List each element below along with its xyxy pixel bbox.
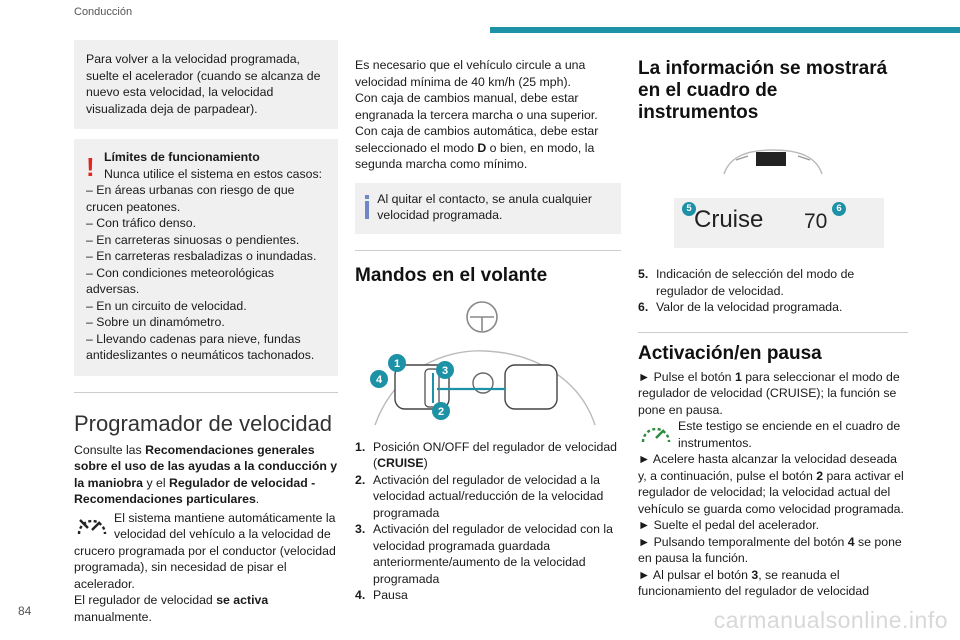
step5-prefix: ► Al pulsar el botón: [638, 567, 752, 582]
step2-prefix: ► Acelere hasta alcanzar la velocidad deseada y, a continuación, pulse el botón: [638, 452, 897, 483]
step5-suffix: , se reanuda el funcionamiento del regulador de velocidad: [638, 567, 870, 598]
section-title-display: La información se mostrará en el cuadro de instrumentos: [638, 58, 888, 123]
legend-number: 2.: [355, 472, 366, 487]
page-header-section: Conducción: [74, 6, 133, 18]
step5-bold: 3: [751, 567, 759, 582]
warning-item: – En áreas urbanas con riesgo de que crucen peatones.: [86, 183, 295, 214]
legend-number: 5.: [638, 267, 649, 281]
controls-legend: [355, 439, 621, 604]
callout-2-label: 2: [437, 405, 445, 418]
page-number: 84: [18, 604, 32, 618]
warning-list: [74, 182, 328, 364]
section-divider: [638, 332, 908, 333]
step4-prefix: ► Pulsando temporalmente del botón: [638, 534, 848, 549]
activation-step-2: [638, 451, 908, 517]
consult-paragraph: [74, 442, 338, 508]
activation-bold: se activa: [216, 593, 269, 607]
legend-item: [355, 472, 621, 522]
warning-item: – Sobre un dinamómetro.: [86, 315, 225, 329]
activation-step-4: [638, 534, 908, 567]
step1-bold: 1: [734, 369, 742, 384]
legend-item: [638, 266, 908, 299]
legend-item: [355, 587, 621, 604]
cruise-control-lamp-icon: [74, 512, 110, 542]
warning-item: – Con tráfico denso.: [86, 216, 197, 230]
legend-bold: CRUISE: [377, 456, 424, 470]
callout-3-label: 3: [441, 364, 449, 377]
info-note-text: Al quitar el contacto, se anula cualquier velocidad programada.: [377, 191, 592, 222]
lamp-paragraph: [638, 418, 908, 451]
callout-4-label: 4: [375, 373, 383, 386]
legend-number: 1.: [355, 439, 366, 454]
cruise-display-panel: [674, 198, 884, 248]
warning-title: Límites de funcionamiento: [104, 150, 260, 164]
step4-suffix: se pone en pausa la función.: [638, 534, 902, 565]
legend-text: Activación del regulador de velocidad con la velocidad programada guardada anteriormente/aumento de la velocidad programada: [373, 522, 613, 586]
warning-item: – Con condiciones meteorológicas adversas.: [86, 265, 274, 296]
section-title-cruise: Programador de velocidad: [74, 410, 333, 436]
step1-suffix: para seleccionar el modo de regulador de velocidad (CRUISE); la función se pone en pausa.: [638, 369, 900, 417]
legend-text: Indicación de selección del modo de regulador de velocidad.: [656, 267, 855, 298]
display-legend: [638, 266, 908, 316]
legend-text: Activación del regulador de velocidad a la velocidad actual/reducción de la velocidad programada: [373, 472, 604, 520]
section-divider: [355, 250, 621, 251]
info-note-box: [355, 183, 621, 234]
step4-bold: 4: [847, 534, 855, 549]
cluster-screen: [756, 152, 786, 166]
resume-note-text: Para volver a la velocidad programada, suelte el acelerador (cuando se alcanza de nuevo esta velocidad, la velocidad visualizada deja de parpadear).: [86, 52, 321, 116]
system-paragraph: [74, 510, 338, 593]
info-icon: [365, 195, 377, 224]
callout-1-label: 1: [393, 357, 401, 370]
lamp-text: Este testigo se enciende en el cuadro de instrumentos.: [678, 419, 901, 450]
badge-5-label: 5: [686, 203, 692, 214]
steering-wheel-controls-figure: [355, 299, 621, 429]
requirement-1: Es necesario que el vehículo circule a una velocidad mínima de 40 km/h (25 mph).: [355, 58, 586, 89]
legend-number: 4.: [355, 588, 366, 602]
legend-item: [638, 299, 908, 316]
badge-6-label: 6: [836, 203, 842, 214]
consult-mid: y el: [143, 475, 170, 490]
legend-item: [355, 521, 621, 587]
section-divider: [74, 392, 338, 393]
activation-paragraph: [74, 592, 338, 625]
warning-icon: !: [86, 152, 95, 182]
column-left: [74, 40, 338, 625]
warning-item: – En carreteras sinuosas o pendientes.: [86, 232, 300, 247]
section-title-activation: Activación/en pausa: [638, 342, 822, 364]
consult-link-general: Recomendaciones generales sobre el uso de las ayudas a la conducción y la maniobra: [74, 442, 338, 490]
consult-prefix: Consulte las: [74, 442, 146, 457]
legend-number: 6.: [638, 300, 649, 314]
resume-note-box: [74, 40, 338, 129]
legend-number: 3.: [355, 522, 366, 536]
consult-end: .: [255, 492, 260, 506]
section-title-controls: Mandos en el volante: [355, 264, 548, 286]
activation-suffix: manualmente.: [74, 609, 152, 624]
requirement-3: [355, 123, 621, 173]
warning-box: [74, 139, 338, 376]
step1-prefix: ► Pulse el botón: [638, 369, 735, 384]
cruise-control-lamp-icon: [638, 420, 674, 450]
right-control-pad: [505, 365, 557, 409]
req3-prefix: Con caja de cambios automática, debe estar seleccionado el modo: [355, 124, 599, 155]
activation-step-5: [638, 567, 908, 600]
warning-intro: Nunca utilice el sistema en estos casos:: [104, 166, 323, 181]
legend-text: Posición ON/OFF del regulador de velocidad (: [373, 439, 618, 470]
activation-prefix: El regulador de velocidad: [74, 593, 217, 607]
cruise-mode-label: Cruise: [694, 206, 764, 233]
req3-suffix: o bien, en modo, la segunda marcha como mínimo.: [355, 140, 595, 171]
warning-item: – Llevando cadenas para nieve, fundas antideslizantes o neumáticos tachonados.: [86, 331, 315, 362]
warning-item: – En carreteras resbaladizas o inundadas.: [86, 249, 317, 263]
set-speed-value: 70: [804, 210, 828, 233]
activation-step-3: ► Suelte el pedal del acelerador.: [638, 518, 820, 532]
legend-item: [355, 439, 621, 472]
req3-bold: D: [477, 140, 487, 155]
activation-step-1: [638, 369, 908, 419]
step2-bold: 2: [816, 468, 824, 483]
legend-end: ): [423, 456, 428, 470]
column-right: [638, 58, 908, 600]
legend-text: Pausa: [373, 588, 408, 602]
column-middle: [355, 57, 621, 604]
step2-suffix: para activar el regulador de velocidad; la velocidad actual del vehículo se guarda como velocidad programada.: [638, 468, 904, 516]
requirement-2: Con caja de cambios manual, debe estar engranada la tercera marcha o una superior.: [355, 91, 598, 122]
legend-text: Valor de la velocidad programada.: [656, 300, 843, 314]
system-text: El sistema mantiene automáticamente la velocidad del vehículo a la velocidad de crucero programada por el conductor (velocidad programada), sin necesidad de pisar el acelerador.: [74, 510, 336, 591]
consult-link-particular: Regulador de velocidad - Recomendaciones particulares: [74, 475, 316, 506]
warning-item: – En un circuito de velocidad.: [86, 298, 247, 313]
watermark: carmanualsonline.info: [713, 607, 948, 633]
header-accent-bar: [490, 27, 960, 33]
instrument-cluster-icon: [638, 138, 908, 188]
